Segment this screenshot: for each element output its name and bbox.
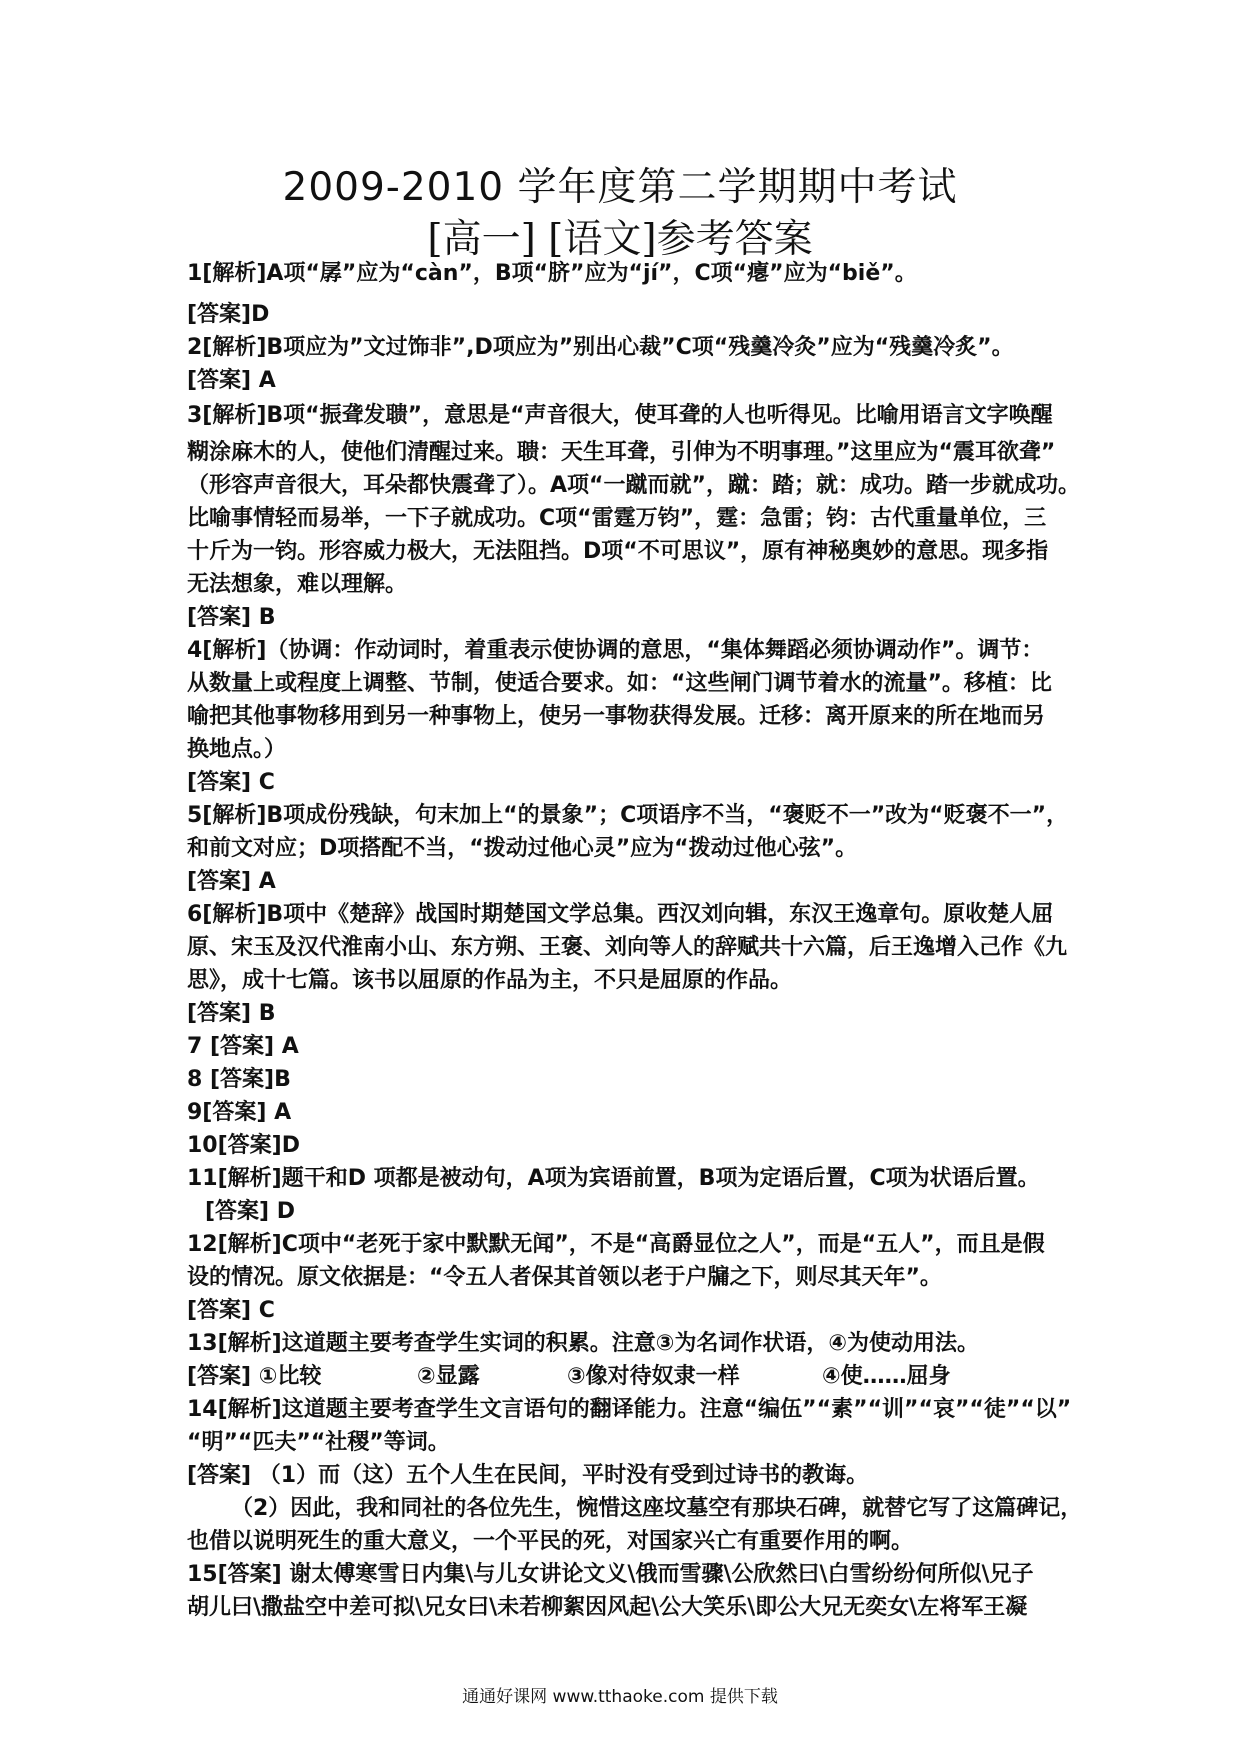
text-line: [答案] C <box>187 770 275 795</box>
text-line: [答案] B <box>187 605 276 630</box>
text-line: 7 [答案] A <box>187 1034 299 1059</box>
answer-13-item: ④使……屈身 <box>822 1364 951 1389</box>
text-line: 也借以说明死生的重大意义，一个平民的死，对国家兴亡有重要作用的啊。 <box>187 1529 914 1554</box>
document-subtitle: [高一] [语文]参考答案 <box>427 217 813 262</box>
document-title: 2009-2010 学年度第二学期期中考试 <box>282 165 958 210</box>
text-line: 4[解析]（协调：作动词时，着重表示使协调的意思，“集体舞蹈必须协调动作”。调节： <box>187 638 1044 663</box>
text-line: [答案] （1）而（这）五个人生在民间，平时没有受到过诗书的教诲。 <box>187 1463 869 1488</box>
text-line: 原、宋玉及汉代淮南小山、东方朔、王褒、刘向等人的辞赋共十六篇，后王逸增入己作《九 <box>187 935 1068 960</box>
text-line: 2[解析]B项应为”文过饰非”,D项应为”别出心裁”C项“残羹冷灸”应为“残羹冷炙”。 <box>187 335 1014 360</box>
text-line: 思》，成十七篇。该书以屈原的作品为主，不只是屈原的作品。 <box>187 968 793 993</box>
text-line: 10[答案]D <box>187 1133 300 1158</box>
text-line: 11[解析]题干和D 项都是被动句，A项为宾语前置，B项为定语后置，C项为状语后置。 <box>187 1166 1040 1191</box>
text-line: 换地点。） <box>187 737 287 762</box>
text-line: 比喻事情轻而易举，一下子就成功。C项“雷霆万钧”，霆：急雷；钧：古代重量单位，三 <box>187 506 1047 531</box>
text-line: （2）因此，我和同社的各位先生，惋惜这座坟墓空有那块石碑，就替它写了这篇碑记， <box>231 1496 1083 1521</box>
text-line: [答案] A <box>187 368 276 393</box>
answer-13-line <box>187 1360 1063 1393</box>
text-line: 12[解析]C项中“老死于家中默默无闻”，不是“高爵显位之人”，而是“五人”，而且是假 <box>187 1232 1045 1257</box>
text-line: [答案] D <box>205 1199 296 1224</box>
answer-13-item: [答案] ①比较 <box>187 1364 322 1389</box>
text-line: 设的情况。原文依据是：“令五人者保其首领以老于户牖之下，则尽其天年”。 <box>187 1265 942 1290</box>
answer-13-item: ③像对待奴隶一样 <box>567 1364 740 1389</box>
text-line: 3[解析]B项“振聋发聩”，意思是“声音很大，使耳聋的人也听得见。比喻用语言文字唤醒 <box>187 403 1053 428</box>
answer-body <box>187 257 1083 1624</box>
text-line: 14[解析]这道题主要考查学生文言语句的翻译能力。注意“编伍”“素”“训”“哀”“徒”“以” <box>187 1397 1072 1422</box>
page-footer: 通通好课网 www.tthaoke.com 提供下载 <box>462 1687 778 1707</box>
text-line: 无法想象，难以理解。 <box>187 572 408 597</box>
text-line: 13[解析]这道题主要考查学生实词的积累。注意③为名词作状语，④为使动用法。 <box>187 1331 979 1356</box>
text-line: 从数量上或程度上调整、节制，使适合要求。如：“这些闸门调节着水的流量”。移植：比 <box>187 671 1052 696</box>
text-line: 9[答案] A <box>187 1100 292 1125</box>
text-line: [答案] C <box>187 1298 275 1323</box>
text-line: 和前文对应；D项搭配不当，“拨动过他心灵”应为“拨动过他心弦”。 <box>187 836 858 861</box>
text-line: 6[解析]B项中《楚辞》战国时期楚国文学总集。西汉刘向辑，东汉王逸章句。原收楚人屈 <box>187 902 1054 927</box>
text-line: （形容声音很大，耳朵都快震聋了）。A项“一蹴而就”，蹴：踏；就：成功。踏一步就成功。 <box>187 473 1080 498</box>
text-line: [答案] B <box>187 1001 276 1026</box>
text-line: [答案]D <box>187 302 270 327</box>
answer-13-item: ②显露 <box>417 1364 480 1389</box>
text-line: 糊涂麻木的人，使他们清醒过来。聩：天生耳聋，引伸为不明事理。”这里应为“震耳欲聋” <box>187 440 1056 465</box>
text-line: 1[解析]A项“孱”应为“càn”，B项“脐”应为“jí”，C项“瘪”应为“biě”。 <box>187 261 917 286</box>
text-line: 15[答案] 谢太傅寒雪日内集\与儿女讲论文义\俄而雪骤\公欣然曰\白雪纷纷何所似\兄子 <box>187 1562 1034 1587</box>
text-line: 胡儿曰\撒盐空中差可拟\兄女曰\未若柳絮因风起\公大笑乐\即公大兄无奕女\左将军王凝 <box>187 1595 1028 1620</box>
text-line: 十斤为一钧。形容威力极大，无法阻挡。D项“不可思议”，原有神秘奥妙的意思。现多指 <box>187 539 1049 564</box>
text-line: 喻把其他事物移用到另一种事物上，使另一事物获得发展。迁移：离开原来的所在地而另 <box>187 704 1046 729</box>
text-line: [答案] A <box>187 869 276 894</box>
text-line: 8 [答案]B <box>187 1067 291 1092</box>
text-line: “明”“匹夫”“社稷”等词。 <box>187 1430 450 1455</box>
text-line: 5[解析]B项成份残缺，句末加上“的景象”；C项语序不当，“褒贬不一”改为“贬褒不一”， <box>187 803 1069 828</box>
